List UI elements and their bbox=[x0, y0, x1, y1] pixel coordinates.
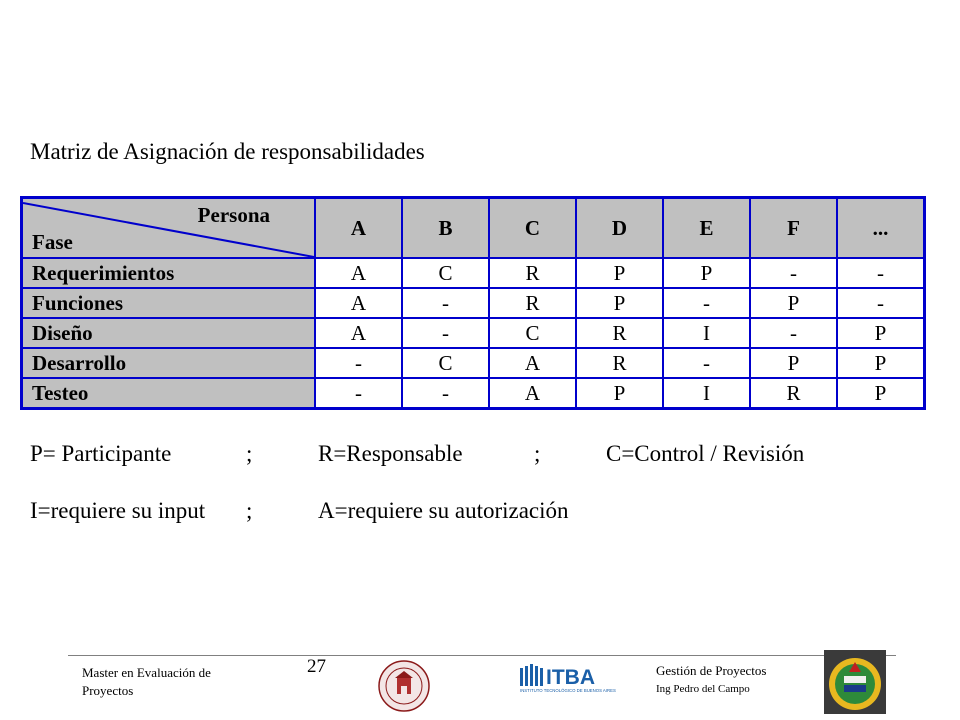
value-cell: P bbox=[837, 348, 925, 378]
page-number: 27 bbox=[307, 656, 326, 677]
corner-persona-label: Persona bbox=[197, 203, 270, 227]
footer-left bbox=[82, 664, 211, 700]
value-cell: A bbox=[315, 318, 402, 348]
column-header: F bbox=[750, 198, 837, 259]
value-cell: I bbox=[663, 378, 750, 409]
responsibility-matrix bbox=[20, 196, 926, 410]
phase-cell: Funciones bbox=[22, 288, 316, 318]
matrix-corner-cell bbox=[22, 198, 316, 259]
value-cell: R bbox=[489, 288, 576, 318]
table-row bbox=[22, 348, 925, 378]
legend-separator: ; bbox=[534, 441, 541, 466]
itba-logo bbox=[520, 664, 624, 699]
footer-divider bbox=[68, 655, 896, 656]
value-cell: - bbox=[663, 288, 750, 318]
phase-cell: Testeo bbox=[22, 378, 316, 409]
value-cell: P bbox=[837, 318, 925, 348]
value-cell: I bbox=[663, 318, 750, 348]
value-cell: P bbox=[837, 378, 925, 409]
value-cell: P bbox=[576, 378, 663, 409]
value-cell: - bbox=[402, 378, 489, 409]
corner-fase-label: Fase bbox=[32, 230, 73, 254]
value-cell: R bbox=[576, 318, 663, 348]
value-cell: A bbox=[315, 288, 402, 318]
footer-left-line2: Proyectos bbox=[82, 683, 134, 698]
value-cell: P bbox=[750, 288, 837, 318]
table-row bbox=[22, 318, 925, 348]
column-header: C bbox=[489, 198, 576, 259]
column-header: A bbox=[315, 198, 402, 259]
legend-separator: ; bbox=[246, 498, 253, 523]
value-cell: P bbox=[576, 288, 663, 318]
legend-control: C=Control / Revisión bbox=[606, 441, 805, 466]
table-row bbox=[22, 258, 925, 288]
phase-cell: Desarrollo bbox=[22, 348, 316, 378]
value-cell: P bbox=[750, 348, 837, 378]
itba-logo-subtitle: INSTITUTO TECNOLÓGICO DE BUENOS AIRES bbox=[520, 688, 616, 693]
value-cell: C bbox=[489, 318, 576, 348]
table-row bbox=[22, 288, 925, 318]
value-cell: P bbox=[576, 258, 663, 288]
value-cell: - bbox=[315, 378, 402, 409]
value-cell: C bbox=[402, 258, 489, 288]
page-title: Matriz de Asignación de responsabilidades bbox=[30, 139, 425, 164]
value-cell: R bbox=[576, 348, 663, 378]
legend-responsable: R=Responsable bbox=[318, 441, 463, 466]
value-cell: - bbox=[402, 318, 489, 348]
value-cell: C bbox=[402, 348, 489, 378]
itba-logo-text: ITBA bbox=[546, 666, 595, 689]
table-row bbox=[22, 378, 925, 409]
value-cell: R bbox=[750, 378, 837, 409]
legend-separator: ; bbox=[246, 441, 253, 466]
value-cell: - bbox=[837, 288, 925, 318]
footer-left-line1: Master en Evaluación de bbox=[82, 665, 211, 680]
legend-participante: P= Participante bbox=[30, 441, 172, 466]
value-cell: - bbox=[663, 348, 750, 378]
phase-cell: Requerimientos bbox=[22, 258, 316, 288]
column-header: E bbox=[663, 198, 750, 259]
value-cell: A bbox=[489, 378, 576, 409]
value-cell: - bbox=[750, 258, 837, 288]
value-cell: R bbox=[489, 258, 576, 288]
column-header: D bbox=[576, 198, 663, 259]
footer-right-line1: Gestión de Proyectos bbox=[656, 663, 767, 678]
value-cell: A bbox=[489, 348, 576, 378]
column-header: ... bbox=[837, 198, 925, 259]
course-crest-logo bbox=[824, 650, 886, 719]
value-cell: P bbox=[663, 258, 750, 288]
column-header: B bbox=[402, 198, 489, 259]
footer-right-line2: Ing Pedro del Campo bbox=[656, 683, 750, 695]
footer-right bbox=[656, 662, 766, 698]
legend-input: I=requiere su input bbox=[30, 498, 206, 523]
phase-cell: Diseño bbox=[22, 318, 316, 348]
value-cell: - bbox=[315, 348, 402, 378]
university-seal-logo bbox=[378, 660, 430, 717]
value-cell: - bbox=[402, 288, 489, 318]
value-cell: A bbox=[315, 258, 402, 288]
value-cell: - bbox=[837, 258, 925, 288]
legend-autorizacion: A=requiere su autorización bbox=[318, 498, 569, 523]
value-cell: - bbox=[750, 318, 837, 348]
matrix-header-row bbox=[22, 198, 925, 259]
